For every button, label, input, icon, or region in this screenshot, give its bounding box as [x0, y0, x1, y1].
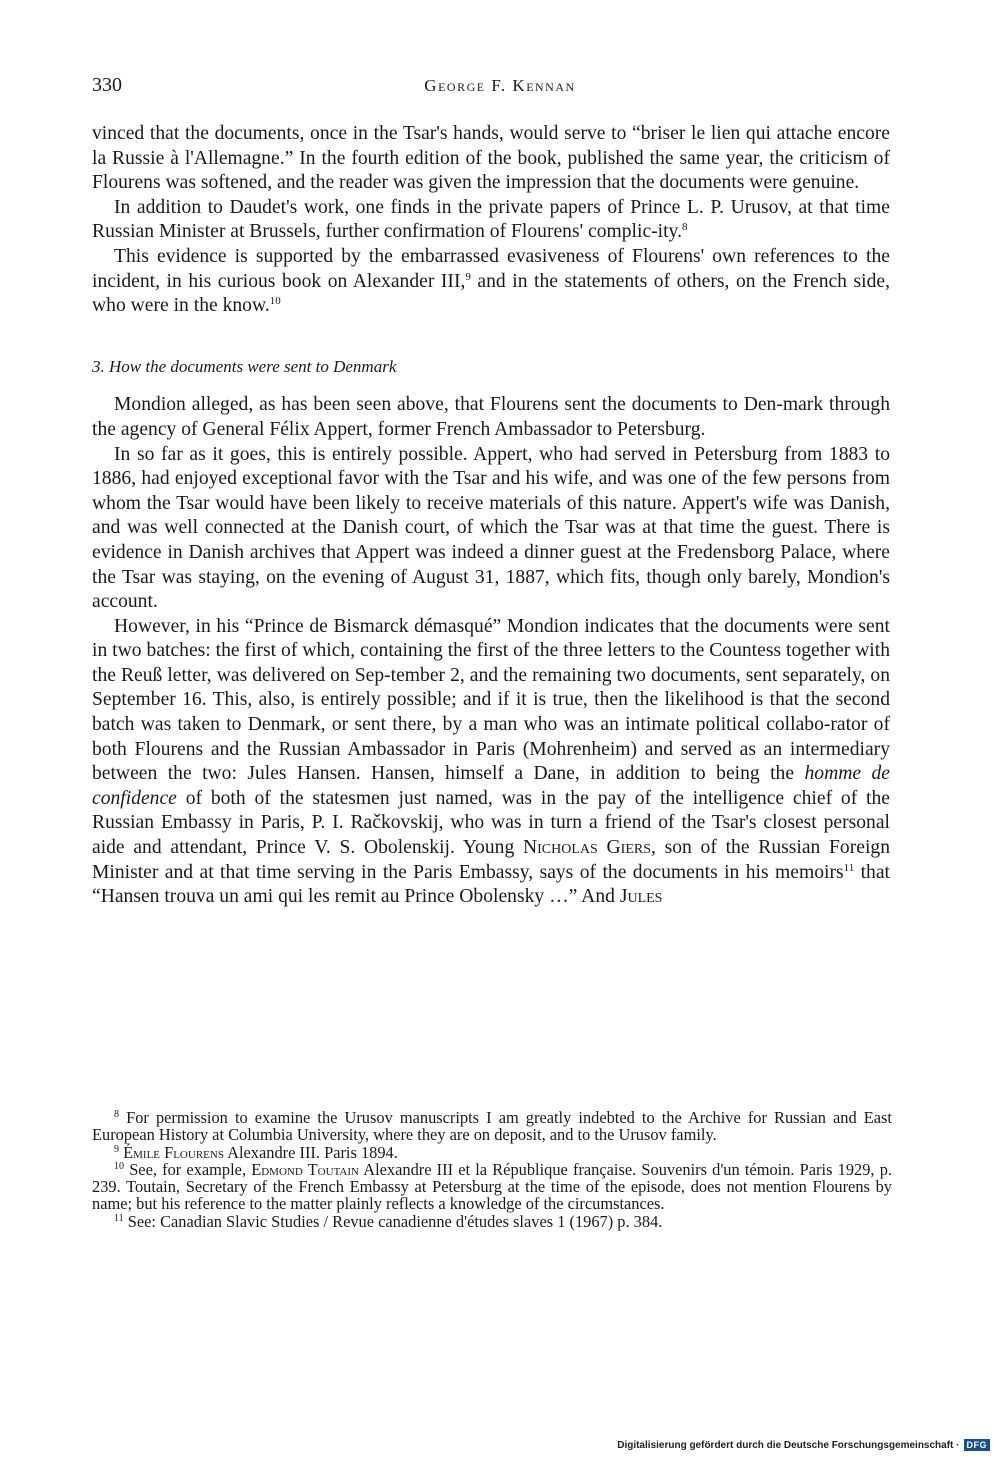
person-name-jules: Jules — [619, 886, 663, 908]
footnote-9 — [92, 1144, 892, 1161]
paragraph-4: Mondion alleged, as has been seen above, that Flourens sent the documents to Den-mark through the agency of General Félix Appert, former French Ambassador to Petersburg. — [92, 394, 890, 440]
person-name-giers: Nicholas Giers — [522, 837, 651, 859]
footnote-9-text: Alexandre III. Paris 1894. — [223, 1142, 398, 1162]
paragraph-6-italic: homme de confidence — [92, 763, 891, 809]
paragraph-6 — [92, 615, 890, 910]
dfg-logo-icon: DFG — [964, 1439, 991, 1451]
footnote-10 — [92, 1161, 892, 1213]
paragraph-1: vinced that the documents, once in the Tsar's hands, would serve to “briser le lien qui attache encore la Russie à l'Allemagne.” In the fourth edition of the book, published the same year, the criticism of Flourens was softened, and the reader was given the impression that the documents were genuine. — [92, 123, 890, 194]
paragraph-6-text-c: , son of the Russian Foreign Minister and at that time serving in the Paris Embassy, says of the documents in his memoirs — [92, 837, 890, 883]
running-head: George F. Kennan — [424, 76, 576, 95]
footnote-number-10: 10 — [114, 1160, 124, 1172]
paragraph-5: In so far as it goes, this is entirely possible. Appert, who had served in Petersburg from 1883 to 1886, had enjoyed exceptional favor with the Tsar and his wife, and was one of the few persons from whom the Tsar would have been likely to receive materials of this nature. Appert's wife was Danish, and was well connected at the Danish court, of which the Tsar was at that time the guest. There is evidence in Danish archives that Appert was indeed a dinner guest at the Fredensborg Palace, where the Tsar was staying, on the evening of August 31, 1887, which fits, though only barely, Mondion's account. — [92, 443, 890, 613]
footnote-8 — [92, 1109, 892, 1144]
paragraph-6-text-a: However, in his “Prince de Bismarck démasqué” Mondion indicates that the documents were sent in two batches: the first of which, containing the first of the three letters to the Countess together with the Reuß letter, was delivered on Sep-tember 2, and the remaining two documents, sent separately, on September 16. This, also, is entirely possible; and if it is true, then the likelihood is that the second batch was taken to Denmark, or sent there, by a man who was an intimate political collabo-rator of both Flourens and the Russian Ambassador in Paris (Mohrenheim) and served as an intermediary between the two: Jules Hansen. Hansen, himself a Dane, in addition to being the — [92, 615, 890, 785]
funding-notice — [617, 1439, 990, 1451]
paragraph-3 — [92, 245, 890, 319]
paragraph-3-text-a: This evidence is supported by the embarrassed evasiveness of Flourens' own references to the incident, in his curious book on Alexander III, — [92, 245, 890, 292]
main-text — [92, 122, 890, 910]
footnote-10-pre: See, for example, — [129, 1159, 252, 1179]
footnote-number-8: 8 — [114, 1109, 119, 1120]
footnote-number-9: 9 — [114, 1143, 119, 1155]
footnote-10-text: Alexandre III et la République française. Souvenirs d'un témoin. Paris 1929, p. 239. Toutain, Secretary of the French Embassy at Petersburg at the time of the episode, does not mention Flourens by name; but his reference to the matter plainly reflects a knowledge of the circumstances. — [92, 1159, 892, 1214]
footnote-ref-11[interactable]: 11 — [843, 861, 855, 874]
section-heading: 3. How the documents were sent to Denmark — [92, 356, 397, 376]
paragraph-6-text-d: that “Hansen trouva un ami qui les remit au Prince Obolensky …” And — [92, 861, 890, 908]
paragraph-3-text-b: and in the statements of others, on the French side, who were in the know. — [92, 270, 890, 317]
footnote-11-text: See: Canadian Slavic Studies / Revue canadienne d'études slaves 1 (1967) p. 384. — [127, 1211, 663, 1231]
footnotes — [92, 1109, 892, 1230]
footnote-number-11: 11 — [114, 1212, 124, 1224]
footnote-ref-10[interactable]: 10 — [269, 295, 281, 308]
footnote-ref-8[interactable]: 8 — [681, 221, 688, 234]
footnote-9-author: Émile Flourens — [123, 1142, 224, 1162]
footnote-ref-9[interactable]: 9 — [465, 270, 471, 283]
page-number: 330 — [92, 74, 122, 96]
paragraph-2-text: In addition to Daudet's work, one finds in the private papers of Prince L. P. Urusov, at that time Russian Minister at Brussels, further confirmation of Flourens' complic-ity. — [92, 196, 890, 243]
paragraph-2 — [92, 196, 890, 245]
funding-text: Digitalisierung gefördert durch die Deutsche Forschungsgemeinschaft · — [617, 1439, 960, 1451]
footnote-11 — [92, 1213, 892, 1230]
footnote-8-text: For permission to examine the Urusov manuscripts I am greatly indebted to the Archive for Russian and East European History at Columbia University, where they are on deposit, and to the Urusov family. — [92, 1108, 892, 1145]
paragraph-6-text-b: of both of the statesmen just named, was in the pay of the intelligence chief of the Russian Embassy in Paris, P. I. Račkovskij, who was in turn a friend of the Tsar's closest personal aide and attendant, Prince V. S. Obolenskij. Young — [92, 787, 890, 859]
footnote-10-author: Edmond Toutain — [251, 1159, 359, 1179]
